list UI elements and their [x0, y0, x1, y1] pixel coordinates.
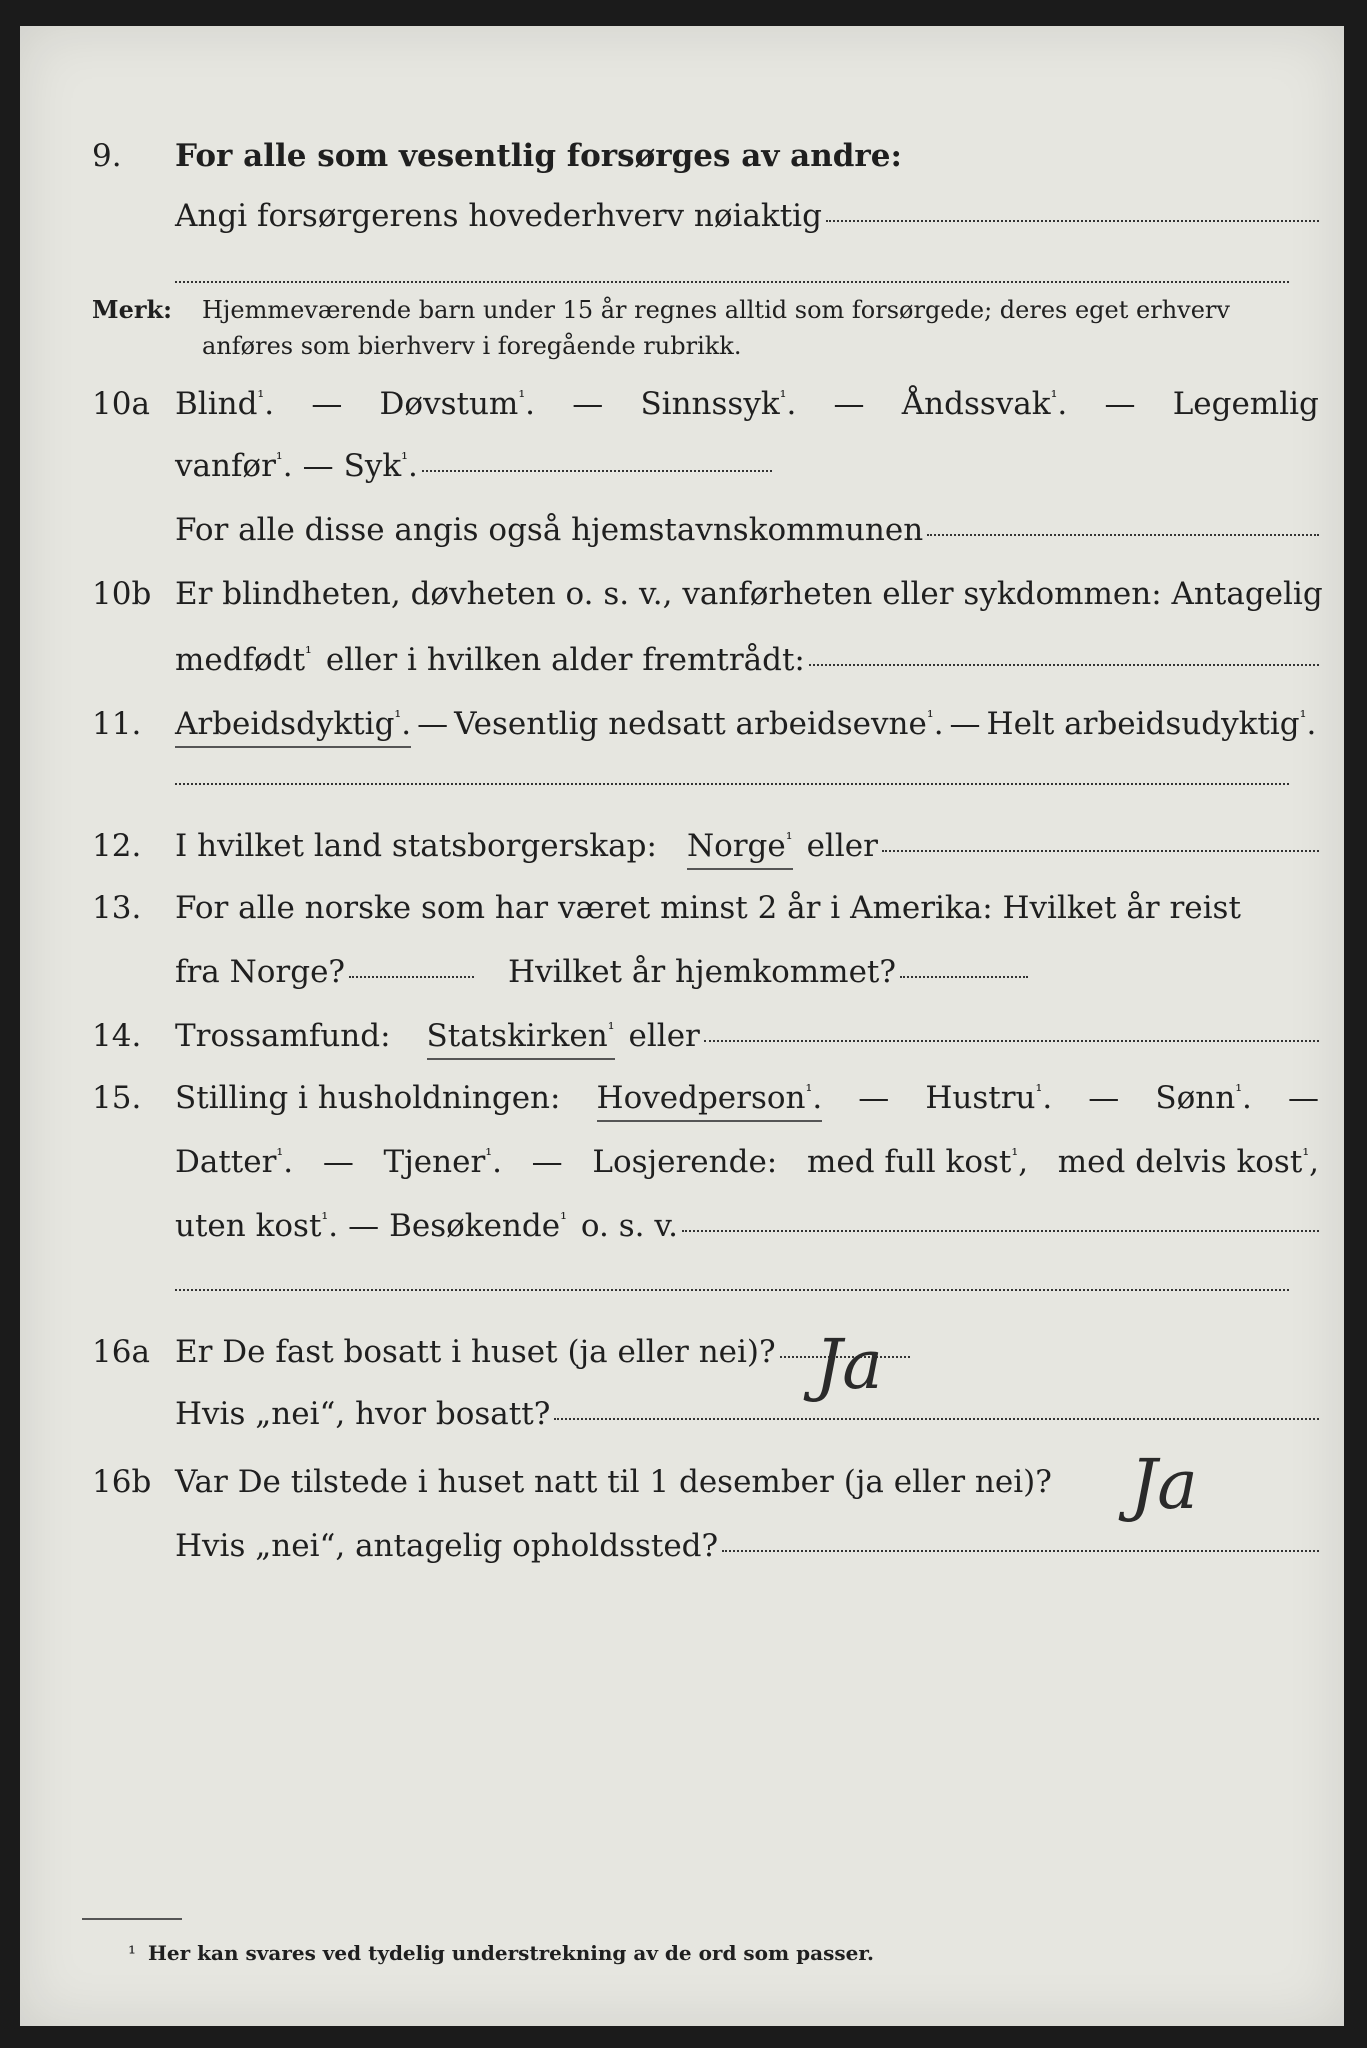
q16a-line-1 — [175, 1332, 1319, 1372]
q16b-handwritten-answer: Ja — [1130, 1446, 1198, 1525]
q16a-question: Er De fast bosatt i huset (ja eller nei)? — [175, 1334, 776, 1370]
q11-line — [175, 704, 1319, 748]
q10a-blind[interactable]: Blind$^{^1}$. — [175, 386, 275, 422]
q14-number: 14. — [92, 1018, 142, 1054]
q10a-line-3-wrap — [175, 510, 1319, 550]
dash: — — [833, 386, 865, 422]
q11-nedsatt[interactable]: Vesentlig nedsatt arbeidsevne$^{^1}$. — [454, 706, 944, 742]
q12-text: I hvilket land statsborgerskap: — [175, 828, 657, 864]
q15-besokende[interactable]: Besøkende$^{^1}$ — [389, 1208, 567, 1244]
q14-line — [175, 1016, 1319, 1060]
q10a-syk[interactable]: Syk$^{^1}$. — [343, 448, 418, 484]
footnote-mark: ¹ — [128, 1941, 137, 1965]
q12-line — [175, 826, 1319, 870]
q15-line-2 — [175, 1142, 1319, 1182]
q16b-opholdssted-field[interactable] — [722, 1549, 1319, 1552]
q16a-hvor: Hvis „nei“, hvor bosatt? — [175, 1396, 551, 1432]
q13-line-1: For alle norske som har været minst 2 år i Amerika: Hvilket år reist — [175, 890, 1241, 926]
q15-delvis-kost[interactable]: med delvis kost$^{^1}$, — [1057, 1144, 1319, 1180]
q15-losjerende: Losjerende: — [592, 1144, 778, 1180]
q15-hustru[interactable]: Hustru$^{^1}$. — [925, 1080, 1053, 1116]
q10a-sinnssyk[interactable]: Sinnssyk$^{^1}$. — [640, 386, 797, 422]
q13-hjemkommet-field[interactable] — [900, 975, 1028, 978]
dash: — — [531, 1144, 563, 1180]
q13-number: 13. — [92, 890, 142, 926]
q9-answer-field[interactable] — [826, 219, 1319, 222]
dash: — — [1287, 1080, 1319, 1116]
q10a-line-1 — [175, 384, 1319, 424]
q16a-handwritten-answer: Ja — [815, 1326, 883, 1405]
q9-extra-line[interactable] — [175, 280, 1289, 283]
dash: — — [322, 1144, 354, 1180]
q11-extra-line[interactable] — [175, 782, 1289, 785]
dash: — — [311, 386, 343, 422]
q15-tjener[interactable]: Tjener$^{^1}$. — [383, 1144, 502, 1180]
q15-uten-kost[interactable]: uten kost$^{^1}$. — [175, 1208, 339, 1244]
dash: — — [302, 448, 334, 484]
q15-osv: o. s. v. — [580, 1208, 679, 1244]
dash: — — [348, 1208, 380, 1244]
q11-number: 11. — [92, 706, 142, 742]
q13-reist: fra Norge? — [175, 954, 346, 990]
census-form-page — [20, 26, 1344, 2026]
q10b-medfodt[interactable]: medfødt$^{^1}$ — [175, 642, 312, 678]
q16a-line-2 — [175, 1394, 1319, 1434]
q9-line-2: Angi forsørgerens hovederhverv nøiaktig — [175, 198, 822, 234]
q14-eller: eller — [628, 1018, 700, 1054]
q9-number: 9. — [92, 138, 122, 174]
q10a-vanfor[interactable]: vanfør$^{^1}$. — [175, 448, 293, 484]
q15-hovedperson[interactable]: Hovedperson$^{^1}$. — [597, 1078, 823, 1122]
q10b-answer-field[interactable] — [809, 663, 1319, 666]
q16b-opholdssted: Hvis „nei“, antagelig opholdssted? — [175, 1528, 719, 1564]
q15-line-1 — [175, 1078, 1319, 1122]
q10b-number: 10b — [92, 576, 152, 612]
q13-line-2 — [175, 952, 1319, 992]
dash: — — [572, 386, 604, 422]
q12-eller: eller — [806, 828, 878, 864]
q9-line-2-wrap — [175, 196, 1319, 236]
q16b-question: Var De tilstede i huset natt til 1 desember (ja eller nei)? — [175, 1464, 1052, 1500]
dash: — — [858, 1080, 890, 1116]
q13-hjemkommet: Hvilket år hjemkommet? — [508, 954, 897, 990]
dash: — — [949, 706, 981, 742]
q11-udyktig[interactable]: Helt arbeidsudyktig$^{^1}$. — [986, 706, 1317, 742]
q10a-line-2 — [175, 446, 1319, 486]
q14-answer-field[interactable] — [704, 1039, 1319, 1042]
q14-statskirken[interactable]: Statskirken$^{^1}$ — [427, 1016, 615, 1060]
q16a-hvor-field[interactable] — [554, 1417, 1319, 1420]
q15-extra-line[interactable] — [175, 1288, 1289, 1291]
q12-answer-field[interactable] — [882, 849, 1319, 852]
q10a-legemlig[interactable]: Legemlig — [1172, 386, 1319, 422]
footnote — [128, 1941, 874, 1965]
q10a-syk-field[interactable] — [422, 469, 772, 472]
q15-number: 15. — [92, 1080, 142, 1116]
q15-line-3 — [175, 1206, 1319, 1246]
q12-norge[interactable]: Norge$^{^1}$ — [687, 826, 793, 870]
q10a-dovstum[interactable]: Døvstum$^{^1}$. — [379, 386, 535, 422]
footnote-rule — [82, 1918, 182, 1920]
footnote-text: Her kan svares ved tydelig understrekning av de ord som passer. — [148, 1941, 874, 1965]
q12-number: 12. — [92, 828, 142, 864]
q16b-number: 16b — [92, 1464, 152, 1500]
q10b-line-2 — [175, 640, 1319, 680]
q15-datter[interactable]: Datter$^{^1}$. — [175, 1144, 294, 1180]
q15-answer-field[interactable] — [682, 1229, 1319, 1232]
q10a-andssvak[interactable]: Åndssvak$^{^1}$. — [901, 386, 1068, 422]
q16b-line-2 — [175, 1526, 1319, 1566]
q14-text: Trossamfund: — [175, 1018, 391, 1054]
q15-label: Stilling i husholdningen: — [175, 1080, 561, 1116]
dash: — — [417, 706, 449, 742]
q10a-line-3: For alle disse angis også hjemstavnskommunen — [175, 512, 924, 548]
q15-full-kost[interactable]: med full kost$^{^1}$, — [806, 1144, 1029, 1180]
q16a-number: 16a — [92, 1334, 150, 1370]
merk-label: Merk: — [92, 295, 172, 324]
q15-sonn[interactable]: Sønn$^{^1}$. — [1155, 1080, 1252, 1116]
q10b-alder: eller i hvilken alder fremtrådt: — [325, 642, 805, 678]
dash: — — [1104, 386, 1136, 422]
q10b-line-1: Er blindheten, døvheten o. s. v., vanførheten eller sykdommen: Antagelig — [175, 576, 1323, 612]
q11-arbeidsdyktig[interactable]: Arbeidsdyktig$^{^1}$. — [175, 704, 411, 748]
q13-reist-field[interactable] — [349, 975, 474, 978]
merk-text: Hjemmeværende barn under 15 år regnes alltid som forsørgede; deres eget erhverv anføres som bierhverv i foregående rubrikk. — [202, 296, 1230, 360]
q10a-number: 10a — [92, 386, 150, 422]
dash: — — [1088, 1080, 1120, 1116]
q9-line-1: For alle som vesentlig forsørges av andre: — [175, 138, 902, 174]
q10a-hjemstavn-field[interactable] — [927, 533, 1319, 536]
